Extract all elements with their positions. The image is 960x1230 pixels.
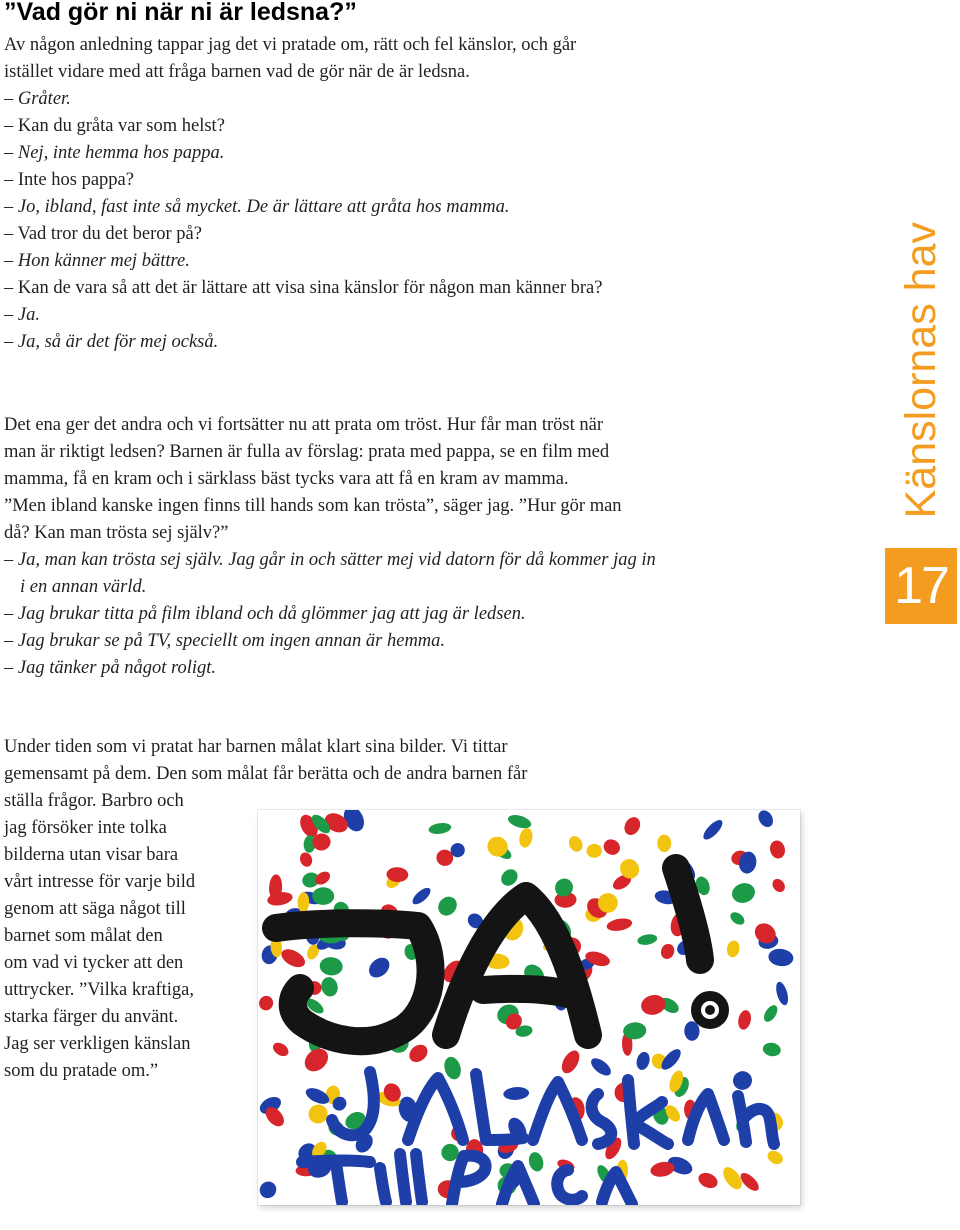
- closing-line: barnet som målat den: [4, 926, 163, 946]
- paint-dot: [736, 1009, 752, 1031]
- paint-dot: [765, 1148, 785, 1167]
- comfort-section: [4, 412, 656, 682]
- paint-dot: [767, 947, 794, 967]
- paint-dot: [503, 1086, 530, 1101]
- dialogue-line: – Gråter.: [4, 89, 71, 109]
- paint-dot: [303, 1085, 331, 1107]
- paint-dot: [774, 980, 790, 1006]
- paint-dot: [621, 814, 643, 838]
- paint-dot: [506, 813, 532, 831]
- dialogue-line: – Ja, så är det för mej också.: [4, 332, 219, 352]
- dialogue-line: – Hon känner mej bättre.: [4, 251, 190, 271]
- paint-dot: [586, 843, 602, 858]
- closing-line: Under tiden som vi pratat har barnen målat klart sina bilder. Vi tittar: [4, 737, 508, 757]
- page-heading: ”Vad gör ni när ni är ledsna?”: [4, 0, 357, 26]
- paint-dot: [726, 940, 741, 959]
- paint-dot: [258, 1178, 280, 1201]
- paint-dot: [770, 876, 788, 894]
- paint-dot: [434, 893, 460, 920]
- paint-dot: [730, 880, 758, 905]
- closing-line: bilderna utan visar bara: [4, 845, 179, 865]
- dialogue-line: – Jo, ibland, fast inte så mycket. De är lättare att gråta hos mamma.: [4, 197, 510, 217]
- paint-dot: [762, 1041, 782, 1057]
- paint-dot: [637, 933, 658, 947]
- closing-line: som du pratade om.”: [4, 1061, 159, 1081]
- paint-dot: [319, 975, 340, 998]
- paint-dot: [527, 1151, 546, 1174]
- dialogue-line: – Jag brukar se på TV, speciellt om ingen annan är hemma.: [4, 631, 446, 651]
- dialogue-line: – Nej, inte hemma hos pappa.: [4, 143, 225, 163]
- paint-dot: [761, 1003, 780, 1024]
- dialogue-line: – Kan de vara så att det är lättare att visa sina känslor för någon man känner bra?: [4, 278, 603, 298]
- paint-dot: [588, 1055, 614, 1079]
- paint-dot: [270, 1040, 290, 1059]
- paint-dot: [319, 956, 343, 976]
- paint-dot: [730, 1068, 754, 1092]
- paint-dot: [639, 993, 667, 1018]
- paint-dot: [365, 954, 393, 982]
- paint-dot: [428, 822, 452, 836]
- paint-dot: [700, 817, 725, 842]
- paint-dot: [659, 942, 677, 961]
- dialogue-line: – Jag brukar titta på film ibland och då glömmer jag att jag är ledsen.: [4, 604, 526, 624]
- paint-dot: [696, 1170, 720, 1191]
- paint-dot: [657, 835, 671, 852]
- dialogue-line: – Ja, man kan trösta sej själv. Jag går in och sätter mej vid datorn för då kommer jag in i en annan värld.: [4, 550, 656, 597]
- closing-line: om vad vi tycker att den: [4, 953, 184, 973]
- dialogue-line: – Kan du gråta var som helst?: [4, 116, 225, 136]
- comfort-question: ”Men ibland kanske ingen finns till hands som kan trösta”, säger jag. ”Hur gör man då? Kan man trösta sej själv?”: [4, 496, 622, 543]
- painting-image: [258, 810, 800, 1205]
- closing-line: ställa frågor. Barbro och: [4, 791, 184, 811]
- paint-dot: [278, 946, 308, 971]
- paint-dot: [728, 910, 747, 928]
- closing-line: uttrycker. ”Vilka kraftiga,: [4, 980, 194, 1000]
- dialogue-line: – Vad tror du det beror på?: [4, 224, 202, 244]
- paint-dot: [442, 1055, 464, 1082]
- closing-line: starka färger du använt.: [4, 1007, 179, 1027]
- closing-line: gemensamt på dem. Den som målat får berätta och de andra barnen får: [4, 764, 528, 784]
- comfort-paragraph: Det ena ger det andra och vi fortsätter nu att prata om tröst. Hur får man tröst när man är riktigt ledsen? Barnen är fulla av förslag: prata med pappa, se en film med mamma, få en kram och i särklass bäst tycks vara att få en kram av mamma.: [4, 415, 610, 489]
- paint-dot: [566, 834, 585, 854]
- paint-dot: [410, 885, 433, 907]
- chapter-sidebar: [885, 222, 957, 628]
- paint-dot: [635, 1050, 652, 1071]
- child-painting: [258, 810, 800, 1205]
- paint-dot: [406, 1041, 431, 1066]
- page-number: 17: [885, 548, 957, 624]
- closing-line: Jag ser verkligen känslan: [4, 1034, 191, 1054]
- paint-dot: [518, 827, 535, 849]
- dialogue-line: – Jag tänker på något roligt.: [4, 658, 217, 678]
- paint-dot: [755, 810, 775, 830]
- paint-dot: [298, 851, 314, 869]
- closing-line: genom att säga något till: [4, 899, 186, 919]
- dialogue-line: – Inte hos pappa?: [4, 170, 134, 190]
- paint-dot: [558, 1048, 583, 1077]
- paint-dot: [768, 839, 787, 860]
- dialogue-line: – Ja.: [4, 305, 40, 325]
- chapter-title: Känslornas hav: [897, 222, 945, 519]
- paint-dot: [258, 994, 275, 1013]
- paint-dot: [606, 917, 633, 933]
- dialogue-section: [4, 32, 644, 356]
- intro-paragraph: Av någon anledning tappar jag det vi pratade om, rätt och fel känslor, och går istället vidare med att fråga barnen vad de gör när de är ledsna.: [4, 35, 577, 82]
- paint-dot: [601, 836, 623, 858]
- closing-line: vårt intresse för varje bild: [4, 872, 196, 892]
- closing-line: jag försöker inte tolka: [4, 818, 167, 838]
- paint-dot: [312, 887, 334, 905]
